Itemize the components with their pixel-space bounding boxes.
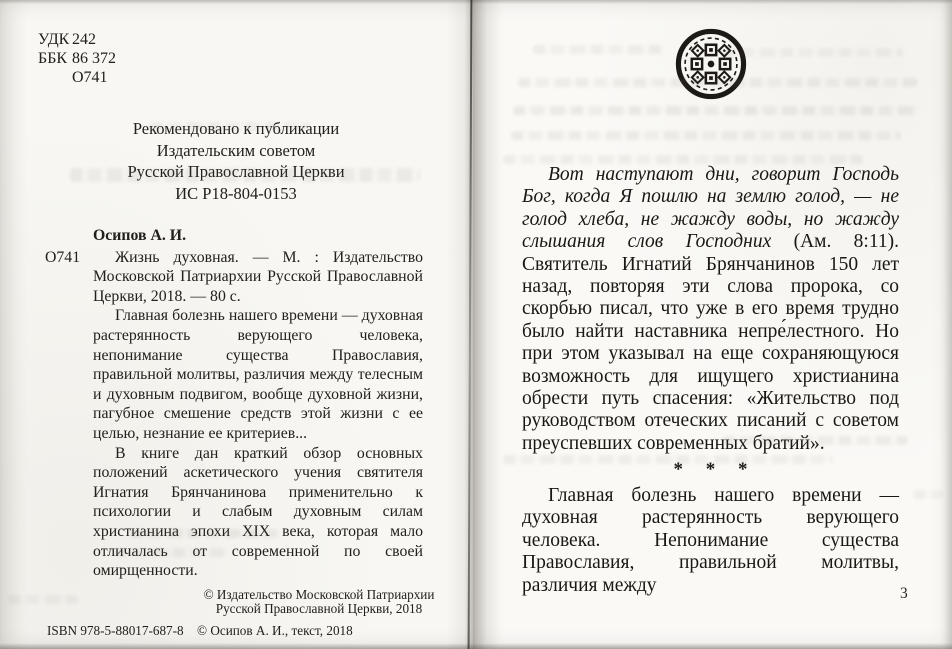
bleed-through-ghost-text <box>513 106 918 115</box>
page-number: 3 <box>900 585 908 602</box>
approval-line: Издательским советом <box>156 140 316 160</box>
rosette-cross-ornament-icon <box>674 27 748 101</box>
body-paragraph: Главная болезнь нашего времени — духовная растерянность верующего человека. Непонимание существа Православия, правильной молитвы, различия между <box>522 485 899 596</box>
bleed-through-ghost-text <box>723 48 903 57</box>
bleed-through-ghost-text <box>518 78 918 87</box>
epigraph-continuation: (Ам. 8:11). Святитель Игнатий Брянчанинов 150 лет назад, повторяя эти слова пророка, со скорбью писал, что уже в его время трудно было найти наставника непре́лестного. Но при этом указывал на еще сохраняющуюся возможность для ищущего христианина обрести путь спасения: «Жительство под руководством отеческих писаний с советом преуспевших современных братий». <box>522 231 899 454</box>
bleed-through-ghost-text <box>70 168 420 182</box>
udk-line <box>38 30 116 49</box>
asterisk-separator: * * * <box>673 459 757 480</box>
scripture-quote: Вот наступают дни, говорит Господь Бог, когда Я пошлю на землю голод, — не голод хлеба, не жажду воды, но жажду слышания слов Господних <box>522 164 899 253</box>
catalog-entry-row <box>45 248 423 307</box>
bleed-through-ghost-text <box>503 155 863 164</box>
imprint-page <box>0 0 473 649</box>
annotation-paragraph: Главная болезнь нашего времени — духовная растерянность верующего человека, непонимание существа Православия, правильной молитвы, различия между телесным и духовным подвигом, вообще духовной жизни, пагубное смешение средств этой жизни с ее целью, незнание ее критериев... <box>93 307 423 442</box>
annotation-paragraph: В книге дан краткий обзор основных положений аскетического учения святителя Игнатия Брянчанинова применительно к психологии и слабым духовным силам христианина эпохи XIX века, которая мало отличалась от современной по своей омирщенности. <box>93 444 423 580</box>
bleed-through-ghost-text <box>503 455 833 464</box>
author-heading: Осипов А. И. <box>93 227 187 244</box>
bleed-through-ghost-text <box>913 490 943 499</box>
bleed-through-ghost-text <box>115 548 225 557</box>
bleed-through-ghost-text <box>150 122 310 131</box>
epigraph-paragraph <box>522 164 899 455</box>
catalog-entry: Жизнь духовная. — М. : Издательство Московской Патриархии Русской Православной Церкви, 2018. — 80 с. <box>93 248 423 305</box>
publisher-copyright <box>193 588 445 617</box>
udk-label: УДК <box>38 31 70 48</box>
bleed-through-ghost-text <box>511 131 901 140</box>
bleed-through-ghost-text <box>130 529 280 538</box>
publisher-copyright-line: Русской Православной Церкви, 2018 <box>215 601 423 617</box>
approval-line: Рекомендовано к публикации <box>132 119 340 138</box>
approval-line: ИС Р18-804-0153 <box>175 183 297 203</box>
bleed-through-ghost-text <box>723 436 908 445</box>
catalog-code: О741 <box>45 248 81 266</box>
approval-line: Русской Православной Церкви <box>127 162 345 181</box>
catalog-card <box>45 226 435 639</box>
bleed-through-ghost-text <box>533 45 663 54</box>
bbk-value: 86 372 <box>72 50 116 67</box>
author-copyright: © Осипов А. И., текст, 2018 <box>197 622 353 638</box>
bbk-author-code: О741 <box>72 69 108 86</box>
bleed-through-ghost-text <box>8 595 78 604</box>
text-page-3 <box>473 0 952 649</box>
udk-value: 242 <box>72 31 96 48</box>
bbk-label: ББК <box>38 50 68 67</box>
isbn-row <box>45 621 423 639</box>
classification-block <box>38 30 116 87</box>
bbk-line <box>38 49 116 68</box>
annotation <box>45 306 423 580</box>
publisher-copyright-line: © Издательство Московской Патриархии <box>203 586 435 602</box>
isbn: ISBN 978-5-88017-687-8 <box>47 622 184 638</box>
